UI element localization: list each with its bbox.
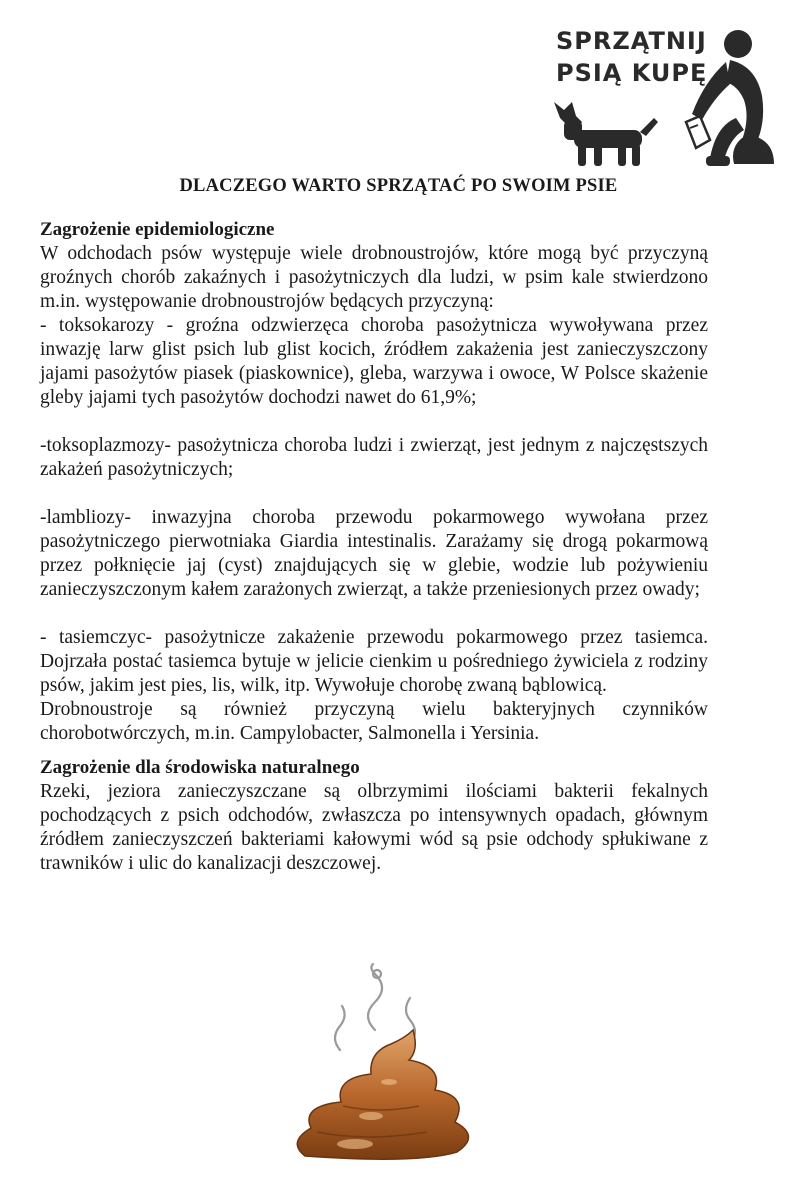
bacteria-paragraph: Drobnoustroje są również przyczyną wielu bakteryjnych czynników chorobotwórczych, m.in. Campylobacter, Salmonella i Yersinia. bbox=[40, 699, 708, 744]
logo bbox=[540, 18, 790, 178]
document-body bbox=[40, 218, 708, 876]
environment-paragraph: Rzeki, jeziora zanieczyszczane są olbrzymimi ilościami bakterii fekalnych pochodzących z psich odchodów, zwłaszcza po intensywnych opadach, głównym źródłem zanieczyszczeń bakteriami kałowymi wód są psie odchody spłukiwane z trawników i ulic do kanalizacji deszczowej. bbox=[40, 781, 708, 874]
logo-text-line-2: PSIĄ KUPĘ bbox=[556, 59, 708, 87]
person-picking-up-dog-poop-icon bbox=[540, 18, 790, 178]
disease-item-toxoplasmosis: -toksoplazmozy- pasożytnicza choroba ludzi i zwierząt, jest jednym z najczęstszych zakażeń pasożytniczych; bbox=[40, 435, 708, 480]
section-heading-environment: Zagrożenie dla środowiska naturalnego bbox=[40, 757, 360, 778]
epidemiological-intro: W odchodach psów występuje wiele drobnoustrojów, które mogą być przyczyną groźnych chorób zakaźnych i pasożytniczych dla ludzi, w psim kale stwierdzono m.in. występowanie drobnoustrojów będących przyczyną: bbox=[40, 243, 708, 312]
section-heading-epidemiological: Zagrożenie epidemiologiczne bbox=[40, 219, 275, 240]
logo-text-line-1: SPRZĄTNIJ bbox=[556, 27, 707, 55]
disease-item-tapeworm: - tasiemczyc- pasożytnicze zakażenie przewodu pokarmowego przez tasiemca. Dojrzała postać tasiemca bytuje w jelicie cienkim u pośredniego żywiciela z rodziny psów, jakim jest pies, lis, wilk, itp. Wywołuje chorobę zwaną bąblowicą. bbox=[40, 627, 708, 696]
disease-item-giardiasis: -lambliozy- inwazyjna choroba przewodu pokarmowego wywołana przez pasożytniczego pierwotniaka Giardia intestinalis. Zarażamy się drogą pokarmową przez połknięcie jaj (cyst) znajdujących się w glebie, wodzie lub pożywieniu zanieczyszczonym kałem zarażonych zwierząt, a także przeniesionych przez owady; bbox=[40, 507, 708, 600]
document-title: DLACZEGO WARTO SPRZĄTAĆ PO SWOIM PSIE bbox=[179, 176, 618, 196]
dog-poop-illustration bbox=[285, 960, 475, 1190]
disease-item-toxocariasis: - toksokarozy - groźna odzwierzęca choroba pasożytnicza wywoływana przez inwazję larw glist psich lub glist kocich, źródłem zakażenia jest zanieczyszczony jajami pasożytów piasek (piaskownice), gleba, warzywa i owoce, W Polsce skażenie gleby jajami tych pasożytów dochodzi nawet do 61,9%; bbox=[40, 315, 708, 408]
